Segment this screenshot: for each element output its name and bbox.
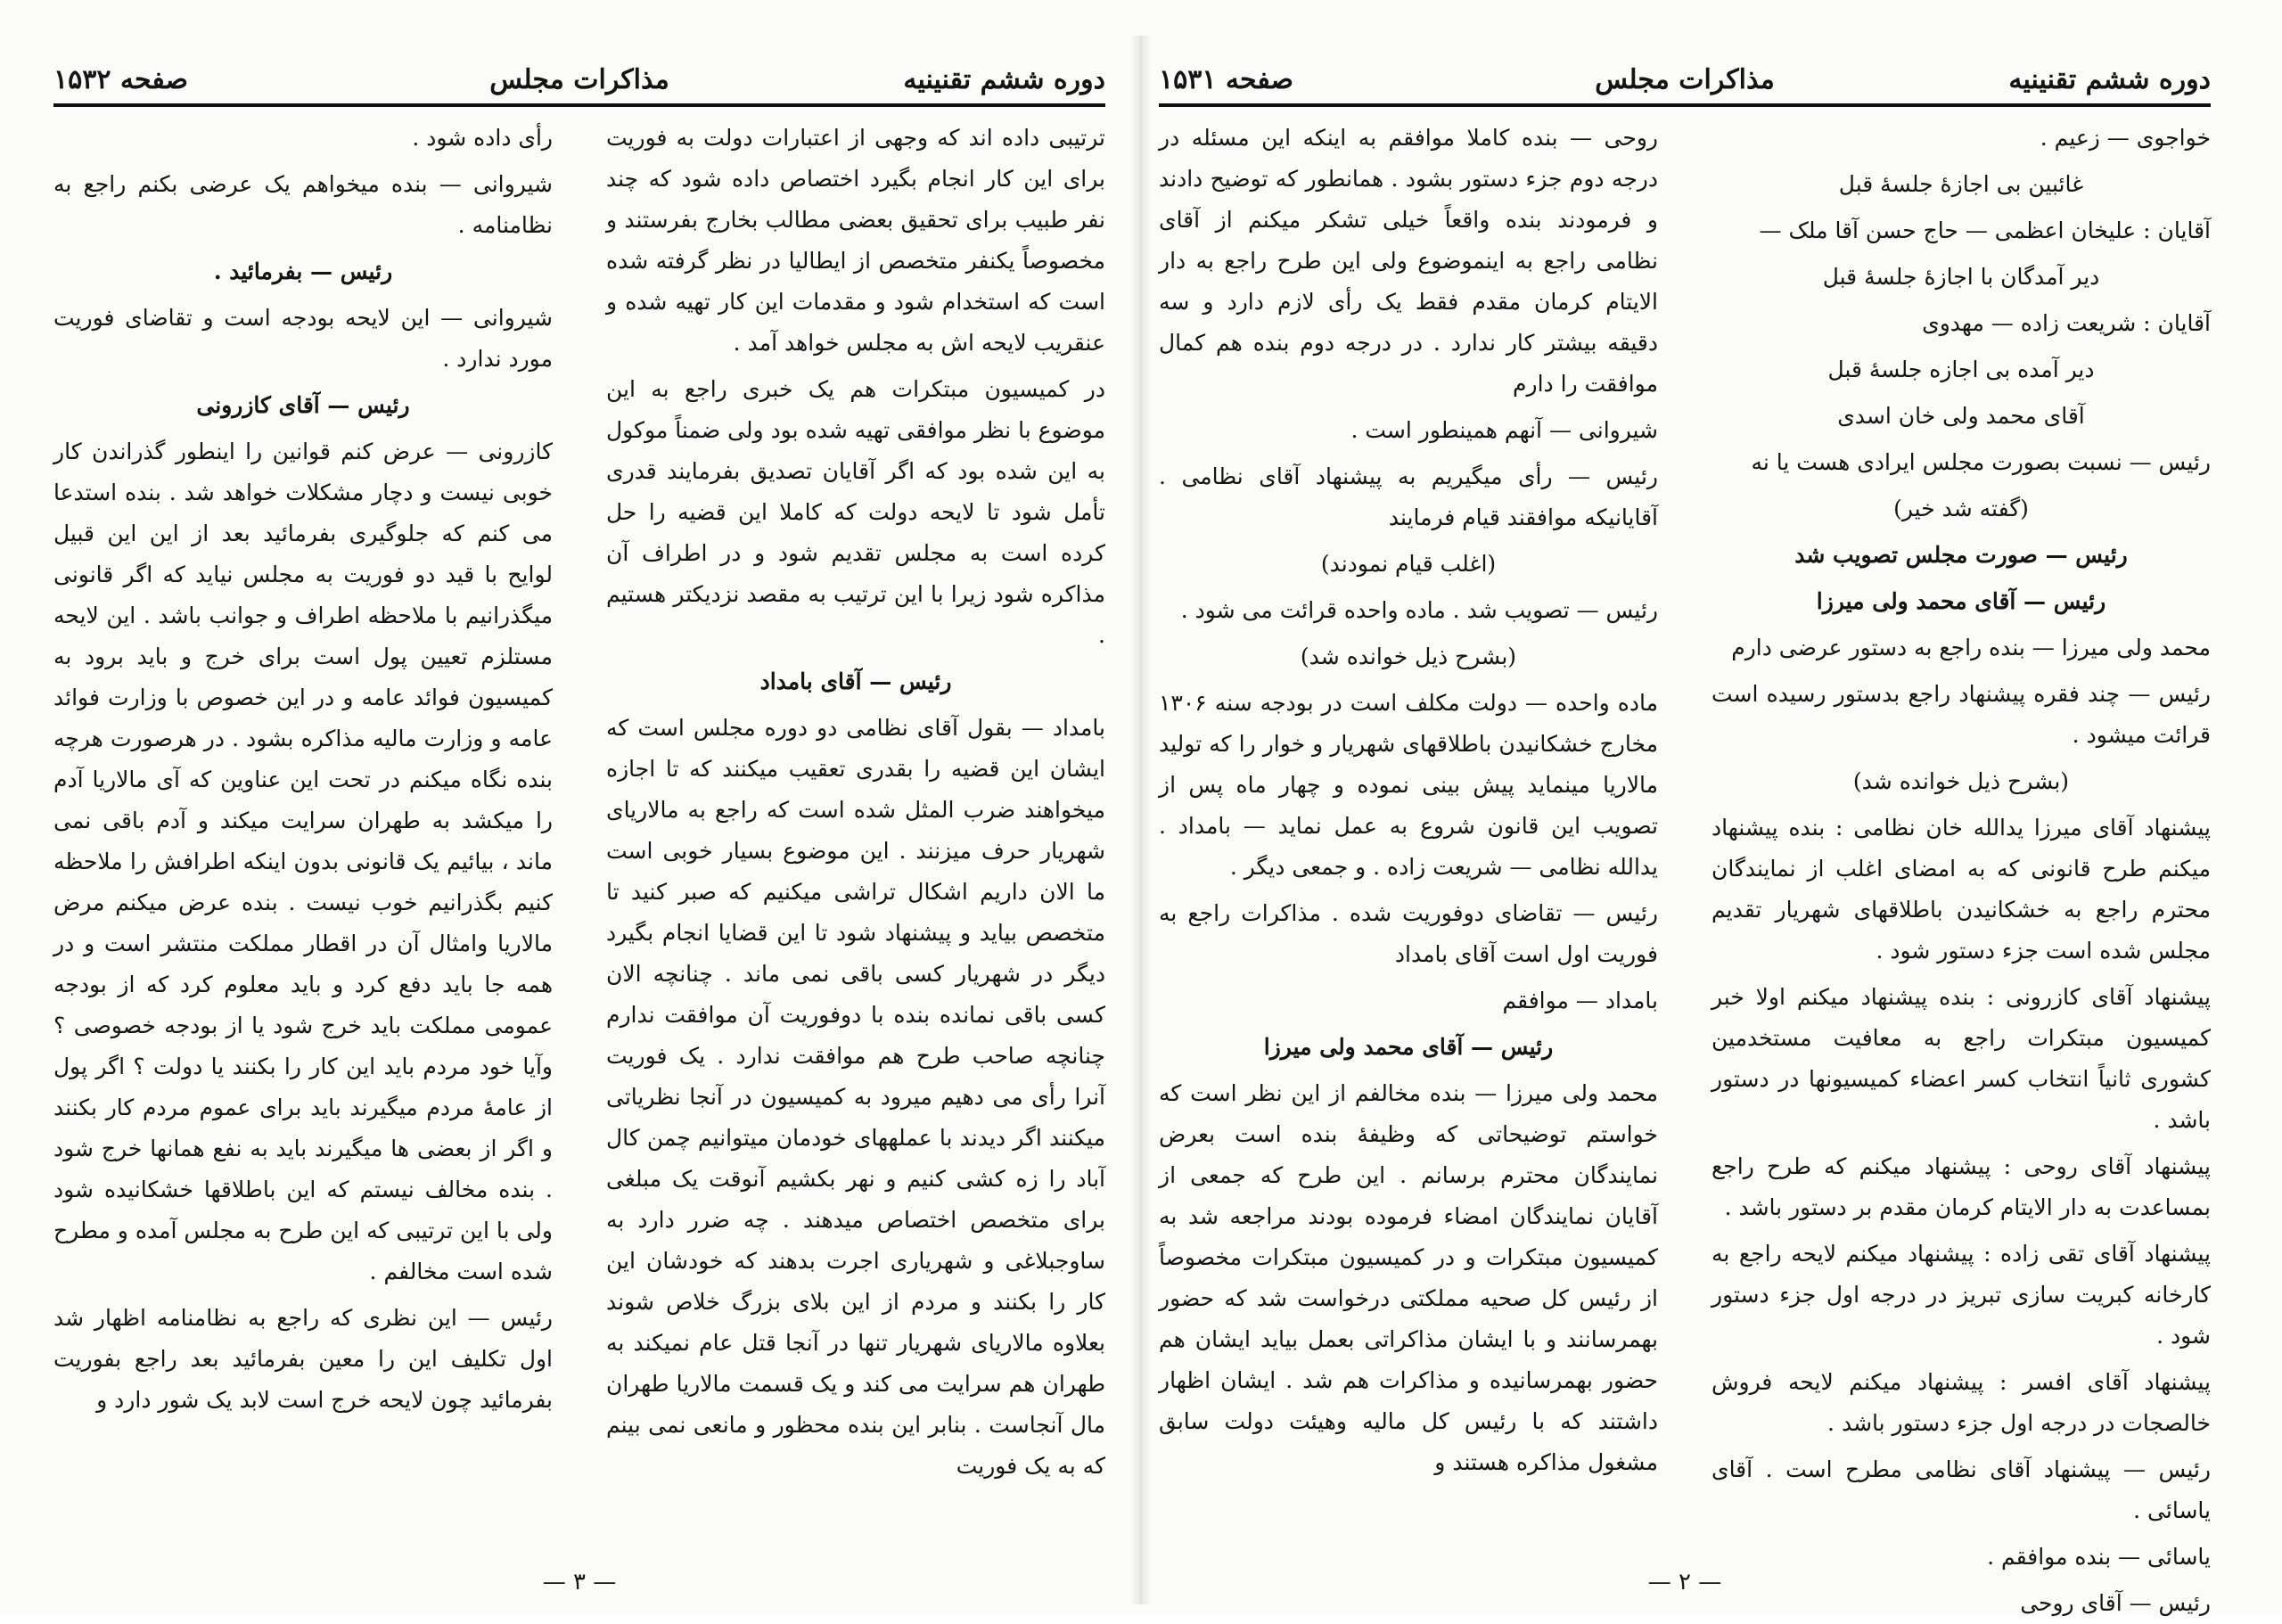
right-page-header (1159, 64, 2211, 100)
paragraph: آقایان : شریعت زاده — مهدوی (1922, 310, 2211, 336)
left-page-left-column (53, 118, 553, 1544)
paragraph: رئیس — آقای کازرونی (196, 392, 410, 418)
left-page-period: دوره ششم تقنینیه (903, 64, 1105, 95)
paragraph: شیروانی — این لایحه بودجه است و تقاضای فوریت مورد ندارد . (53, 305, 553, 372)
paragraph: رئیس — تقاضای دوفوریت شده . مذاکرات راجع به فوریت اول است آقای بامداد (1159, 900, 1658, 967)
right-page-period: دوره ششم تقنینیه (2008, 64, 2211, 95)
paragraph: پیشنهاد آقای کازرونی : بنده پیشنهاد میکنم اولا خبر کمیسیون مبتکرات راجع به معافیت مستخدمین کشوری ثانیاً انتخاب کسر اعضاء کمیسیونها در دستور باشد . (1712, 984, 2211, 1133)
paragraph: دیر آمده بی اجازه جلسهٔ قبل (1827, 357, 2095, 382)
paragraph: رئیس — رأی میگیریم به پیشنهاد آقای نظامی . آقایانیکه موافقند قیام فرمایند (1159, 463, 1658, 530)
left-page-footer: — ۳ — (542, 1569, 617, 1595)
paragraph: رئیس — صورت مجلس تصویب شد (1794, 542, 2128, 568)
paragraph: پیشنهاد آقای افسر : پیشنهاد میکنم لایحه فروش خالصجات در درجه اول جزء دستور باشد . (1712, 1369, 2211, 1436)
paragraph: (بشرح ذیل خوانده شد) (1852, 768, 2070, 794)
right-page-title: مذاکرات مجلس (1595, 64, 1775, 95)
right-page-number: صفحه ۱۵۳۱ (1159, 64, 1293, 95)
paragraph: شیروانی — بنده میخواهم یک عرضی بکنم راجع به نظامنامه . (53, 171, 553, 238)
paragraph: ماده واحده — دولت مکلف است در بودجه سنه ۱۳۰۶ مخارج خشکانیدن باطلاقهای شهریار و خوار را که تولید مالاریا مینماید پیش بینی نموده و چهار ماه پس از تصویب این قانون شروع به عمل نماید — بامداد . یدالله نظامی — شریعت زاده . و جمعی دیگر . (1159, 690, 1658, 880)
paragraph: رئیس — آقای روحی (2020, 1590, 2211, 1616)
paragraph: غائبین بی اجازهٔ جلسهٔ قبل (1838, 171, 2084, 197)
left-header-rule (53, 103, 1105, 107)
left-page-number: صفحه ۱۵۳۲ (53, 64, 188, 95)
paragraph: رئیس — آقای محمد ولی میرزا (1816, 588, 2106, 614)
right-page-left-column (1159, 118, 1658, 1544)
paragraph: یاسائی — بنده موافقم . (1987, 1544, 2211, 1570)
paragraph: رئیس — این نظری که راجع به نظامنامه اظهار شد اول تکلیف این را معین بفرمائید بعد راجع بفوریت بفرمائید چون لایحه خرج است لابد یک شور دارد و (53, 1305, 553, 1413)
paragraph: محمد ولی میرزا — بنده مخالفم از این نظر است که خواستم توضیحاتی که وظیفهٔ بنده است بعرض نمایندگان محترم برسانم . این طرح که جمعی از آقایان نمایندگان امضاء فرموده بودند مراجعه شد به کمیسیون مبتکرات و در کمیسیون مبتکرات مخصوصاً از رئیس کل صحیه مملکتی درخواست شد که حضور بهمرسانند و با ایشان مذاکراتی بعمل بیاید ایشان هم حضور بهمرسانیده و مذاکرات هم شد . ایشان اظهار داشتند که با رئیس کل مالیه وهیئت دولت سابق مشغول مذاکره هستند و (1159, 1080, 1658, 1475)
right-header-rule (1159, 103, 2211, 107)
paragraph: رئیس — آقای بامداد (759, 668, 952, 694)
paragraph: محمد ولی میرزا — بنده راجع به دستور عرضی دارم (1731, 635, 2211, 660)
paragraph: بامداد — بقول آقای نظامی دو دوره مجلس است که ایشان این قضیه را بقدری تعقیب میکنند که تا اجازه میخواهند ضرب المثل شده است که راجع به مالاریای شهریار حرف میزنند . این موضوع بسیار خوبی است ما الان داریم اشکال تراشی میکنیم که صبر کنید تا متخصص بیاید و پیشنهاد شود تا این قضایا انجام بگیرد دیگر در شهریار کسی باقی نمی ماند . چنانچه الان کسی باقی نمانده بنده با دوفوریت آن موافقت ندارم چنانچه صاحب طرح هم موافقت ندارد . یک فوریت آنرا رأی می دهیم میرود به کمیسیون در آنجا نظریاتی میکنند اگر دیدند با عملههای خودمان میتوانیم چمن کال آباد را زه کشی کنیم و نهر بکشیم آنوقت یک مبلغی برای متخصص اختصاص میدهند . چه ضرر دارد به ساوجبلاغی و شهریاری اجرت بدهند که خودشان این کار را بکنند و مردم از این بلای بزرگ خلاص شوند بعلاوه مالاریای شهریار تنها در آنجا قتل عام نمیکند به طهران هم سرایت می کند و یک قسمت مالاریا طهران مال آنجاست . بنابر این بنده محظور و مانعی نمی بینم که به یک فوریت (606, 715, 1105, 1479)
left-page-right-column (606, 118, 1105, 1544)
paragraph: در کمیسیون مبتکرات هم یک خبری راجع به این موضوع با نظر موافقی تهیه شده بود ولی ضمناً موکول به این شده بود که اگر آقایان تصدیق بفرمایند قدری تأمل شود تا لایحه دولت که کاملا این قضیه را حل کرده است به مجلس تقدیم شود و در اطراف آن مذاکره شود زیرا با این ترتیب به مقصد نزدیکتر هستیم . (606, 376, 1105, 648)
paragraph: رأی داده شود . (412, 125, 553, 151)
paragraph: رئیس — نسبت بصورت مجلس ایرادی هست یا نه (1751, 449, 2211, 475)
paragraph: بامداد — موافقم (1502, 988, 1658, 1013)
paragraph: (اغلب قیام نمودند) (1320, 551, 1497, 577)
paragraph: پیشنهاد آقای تقی زاده : پیشنهاد میکنم لایحه راجع به کارخانه کبریت سازی تبریز در درجه اول جزء دستور شود . (1712, 1241, 2211, 1349)
left-page-header (53, 64, 1105, 100)
paragraph: روحی — بنده کاملا موافقم به اینکه این مسئله در درجه دوم جزء دستور بشود . همانطور که توضیح دادند و فرمودند بنده واقعاً خیلی تشکر میکنم از آقای نظامی راجع به اینموضوع ولی این طرح راجع به دار الایتام کرمان مقدم فقط یک رأی لازم دارد و سه دقیقه بیشتر کار ندارد . در درجه دوم بنده هم کمال موافقت را دارم (1159, 125, 1658, 397)
paragraph: (گفته شد خیر) (1893, 496, 2029, 521)
page-gutter (1130, 36, 1152, 1604)
left-page (53, 0, 1105, 1616)
right-page (1159, 0, 2211, 1616)
paragraph: رئیس — چند فقره پیشنهاد راجع بدستور رسیده است قرائت میشود . (1712, 681, 2211, 748)
right-page-right-column (1712, 118, 2211, 1616)
paragraph: ترتیبی داده اند که وجهی از اعتبارات دولت به فوریت برای این کار انجام بگیرد اختصاص داده شود که چند نفر طبیب برای تحقیق بعضی مطالب بخارج بفرستند و مخصوصاً یکنفر متخصص از ایطالیا در نظر گرفته شده است که استخدام شود و مقدمات این کار تهیه شده و عنقریب لایحه اش به مجلس خواهد آمد . (606, 125, 1105, 356)
paragraph: آقایان : علیخان اعظمی — حاج حسن آقا ملک — (1759, 217, 2211, 243)
paragraph: پیشنهاد آقای میرزا یدالله خان نظامی : بنده پیشنهاد میکنم طرح قانونی که به امضای اغلب از نمایندگان محترم راجع به خشکانیدن باطلاقهای شهریار تقدیم مجلس شده است جزء دستور شود . (1712, 815, 2211, 964)
paragraph: رئیس — تصویب شد . ماده واحده قرائت می شود . (1180, 597, 1658, 623)
paragraph: شیروانی — آنهم همینطور است . (1350, 417, 1658, 443)
paragraph: دیر آمدگان با اجازهٔ جلسهٔ قبل (1822, 264, 2100, 290)
paragraph: رئیس — آقای محمد ولی میرزا (1263, 1034, 1554, 1060)
paragraph: کازرونی — عرض کنم قوانین را اینطور گذراندن کار خوبی نیست و دچار مشکلات خواهد شد . بنده استدعا می کنم که جلوگیری بفرمائید بعد از این این قبیل لوایح با قید دو فوریت به مجلس نیاید که اگر قانونی میگذرانیم با ملاحظه اطراف و جوانب باشد . این لایحه مستلزم تعیین پول است برای خرج و باید برود به کمیسیون فوائد عامه و در این خصوص با وزارت فوائد عامه و وزارت مالیه مذاکره بشود . در هرصورت هرچه بنده نگاه میکنم در تحت این عناوین که آی مالاریا آدم را میکشد به طهران سرایت میکند و آدم باقی نمی ماند ، بیائیم یک قانونی بدون اینکه اطرافش را ملاحظه کنیم بگذرانیم خوب نیست . بنده عرض میکنم مرض مالاریا وامثال آن در اقطار مملکت منتشر است و در همه جا باید دفع کرد و باید معلوم کرد که از بودجه عمومی مملکت باید خرج شود یا از بودجه خصوصی ؟ وآیا خود مردم باید این کار را بکنند یا دولت ؟ اگر پول از عامهٔ مردم میگیرند باید برای عموم مردم کار بکنند و اگر از بعضی ها میگیرند باید به نفع همانها خرج شود . بنده مخالف نیستم که این باطلاقها خشکانیده شود ولی با این ترتیبی که این طرح به مجلس آمده و مطرح شده است مخالفم . (53, 439, 553, 1284)
paragraph: آقای محمد ولی خان اسدی (1837, 403, 2085, 429)
paragraph: رئیس — بفرمائید . (213, 258, 393, 284)
paragraph: (بشرح ذیل خوانده شد) (1300, 644, 1517, 669)
paragraph: پیشنهاد آقای روحی : پیشنهاد میکنم که طرح راجع بمساعدت به دار الایتام کرمان مقدم بر دستور باشد . (1712, 1153, 2211, 1220)
left-page-title: مذاکرات مجلس (489, 64, 669, 95)
paragraph: رئیس — پیشنهاد آقای نظامی مطرح است . آقای یاسائی . (1712, 1456, 2211, 1523)
right-page-footer: — ۲ — (1647, 1569, 1722, 1595)
paragraph: خواجوی — زعیم . (2040, 125, 2211, 151)
